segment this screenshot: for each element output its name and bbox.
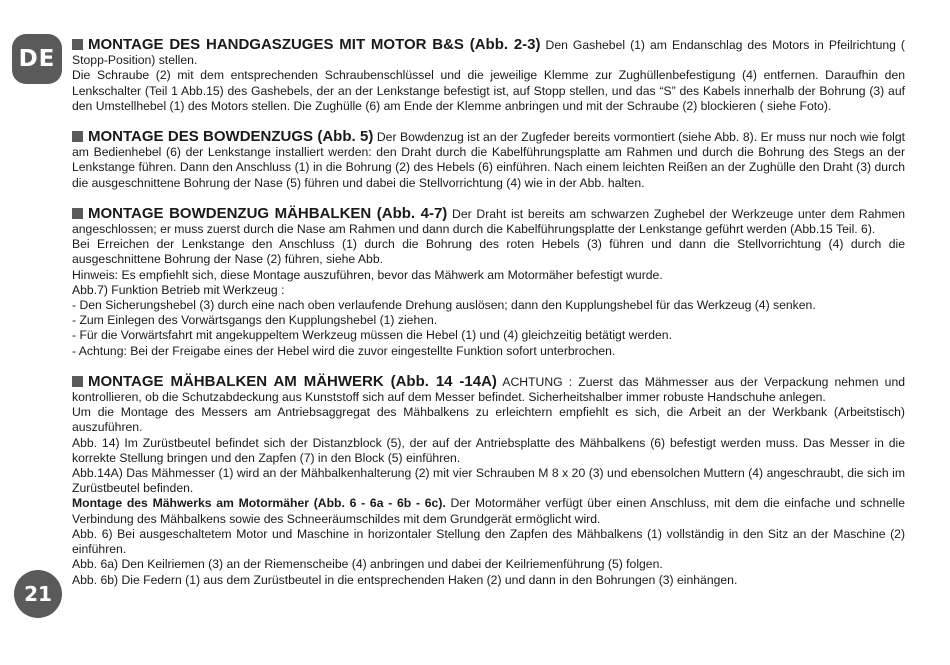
section-lead-text: ACHTUNG : Zuerst das Mähmesser aus der Verpackung nehmen und kontrollieren, ob die Schutzabdeckung aus Kunststoff sich auf dem Messer befindet. Sicherheitshalber immer robuste Handschuhe anlegen. <box>72 374 906 405</box>
section-bowdenzug <box>72 129 905 191</box>
page-number-badge: 21 <box>14 570 62 618</box>
bullet-square-icon <box>72 39 83 50</box>
section-paragraph: Abb.14A) Das Mähmesser (1) wird an der Mähbalkenhalterung (2) mit vier Schrauben M 8 x 20 (3) und ebensolchen Muttern (4) angeschraubt, die sich im Zurüstbeutel befinden. <box>72 466 905 496</box>
section-paragraph <box>72 374 905 405</box>
section-heading: MONTAGE BOWDENZUG MÄHBALKEN (Abb. 4-7) <box>88 204 448 222</box>
section-paragraph <box>72 37 905 68</box>
bullet-square-icon <box>72 131 83 142</box>
section-paragraph: Abb. 14) Im Zurüstbeutel befindet sich der Distanzblock (5), der auf der Antriebsplatte des Mähbalkens (6) befestigt werden muss. Das Messer in die korrekte Stellung bringen und den Zapfen (7) in den Block (5) einführen. <box>72 435 905 465</box>
section-bowdenzug-maehbalken <box>72 206 905 359</box>
section-heading: MONTAGE MÄHBALKEN AM MÄHWERK (Abb. 14 -14A) <box>88 372 497 390</box>
section-lead-text: Der Draht ist bereits am schwarzen Zughebel der Werkzeuge unter dem Rahmen angeschlossen; er muss zuerst durch die Nase am Rahmen und dann durch die Kabelführungsplatte der Lenkstange geführt werden (Abb.15 Teil. 6). <box>72 206 905 237</box>
list-item: - Den Sicherungshebel (3) durch eine nach oben verlaufende Drehung auslösen; dann den Kupplungshebel für das Werkzeug (4) senken. <box>72 298 816 313</box>
section-lead-text: Den Gashebel (1) am Endanschlag des Motors in Pfeilrichtung ( Stopp-Position) stellen. <box>72 38 905 68</box>
language-badge: DE <box>12 34 62 84</box>
list-item: - Für die Vorwärtsfahrt mit angekuppeltem Werkzeug müssen die Hebel (1) und (4) gleichzeitig betätigt werden. <box>72 328 672 343</box>
section-lead-text: Der Bowdenzug ist an der Zugfeder bereits vormontiert (siehe Abb. 8). Er muss nur noch wie folgt am Bedienhebel (6) der Lenkstange installiert werden: den Draht durch die Kabelführungsplatte am Rahmen und durch die Bohrung des Stegs an der Lenkstange führen. Dann den Anschluss (1) in die Bohrung (2) des Hebels (6) einführen. Nach einem leichten Reißen an der Zughülle den Draht (3) durch die ausgeschnittene Bohrung der Nase (5) führen und dabei die Stellvorrichtung (4) wie in der Abb. halten. <box>72 130 905 190</box>
section-paragraph: Abb. 6b) Die Federn (1) aus dem Zurüstbeutel in die entsprechenden Haken (2) und dann in den Bohrungen (3) einhängen. <box>72 572 738 587</box>
list-item: - Achtung: Bei der Freigabe eines der Hebel wird die zuvor eingestellte Funktion sofort unterbrochen. <box>72 343 616 358</box>
section-paragraph: Die Schraube (2) mit dem entsprechenden Schraubenschlüssel und die jeweilige Klemme zur Zughüllenbefestigung (4) entfernen. Daraufhin den Lenkschalter (Teil 1 Abb.15) des Gashebels, der an der Lenkstange befestigt ist, auf Stopp stellen, und das “S” des Kabels innerhalb der Bohrung (3) auf den Umstellhebel (1) des Motors stellen. Die Zughülle (6) am Ende der Klemme anbringen und mit der Schraube (2) blockieren ( siehe Foto). <box>72 68 905 113</box>
list-item: - Zum Einlegen des Vorwärtsgangs den Kupplungshebel (1) ziehen. <box>72 313 438 328</box>
bullet-square-icon <box>72 376 83 387</box>
section-paragraph: Abb. 6a) Den Keilriemen (3) an der Riemenscheibe (4) anbringen und dabei der Keilriemenführung (5) folgen. <box>72 557 663 572</box>
document-body <box>72 37 905 603</box>
section-heading: MONTAGE DES HANDGASZUGES MIT MOTOR B&S (Abb. 2-3) <box>88 36 541 53</box>
section-paragraph <box>72 206 905 237</box>
section-handgaszug <box>72 37 905 114</box>
section-paragraph: Bei Erreichen der Lenkstange den Anschluss (1) durch die Bohrung des roten Hebels (3) führen und dann die Stellvorrichtung (4) durch die ausgeschnittene Bohrung der Nase (2) führen, siehe Abb. <box>72 237 905 267</box>
section-heading: MONTAGE DES BOWDENZUGS (Abb. 5) <box>88 128 374 146</box>
section-paragraph: Um die Montage des Messers am Antriebsaggregat des Mähbalkens zu erleichtern empfiehlt es sich, die Arbeit an der Werkbank (Arbeitstisch) auszuführen. <box>72 405 905 435</box>
subsection-heading: Montage des Mähwerks am Motormäher (Abb. 6 - 6a - 6b - 6c). <box>72 496 446 511</box>
section-paragraph <box>72 129 905 191</box>
subsection-lead-text: Der Motormäher verfügt über einen Anschluss, mit dem die einfache und schnelle Verbindung des Mähbalkens sowie des Schneeräumschildes mit dem Grundgerät ermöglicht wird. <box>72 496 905 526</box>
section-maehbalken-maehwerk <box>72 374 905 588</box>
bullet-square-icon <box>72 208 83 219</box>
section-paragraph: Abb.7) Funktion Betrieb mit Werkzeug : <box>72 282 285 297</box>
section-paragraph: Abb. 6) Bei ausgeschaltetem Motor und Maschine in horizontaler Stellung den Zapfen des Mähbalkens (1) vollständig in den Sitz an der Maschine (2) einführen. <box>72 526 905 557</box>
section-paragraph: Hinweis: Es empfiehlt sich, diese Montage auszuführen, bevor das Mähwerk am Motormäher befestigt wurde. <box>72 267 663 282</box>
section-paragraph <box>72 496 905 526</box>
